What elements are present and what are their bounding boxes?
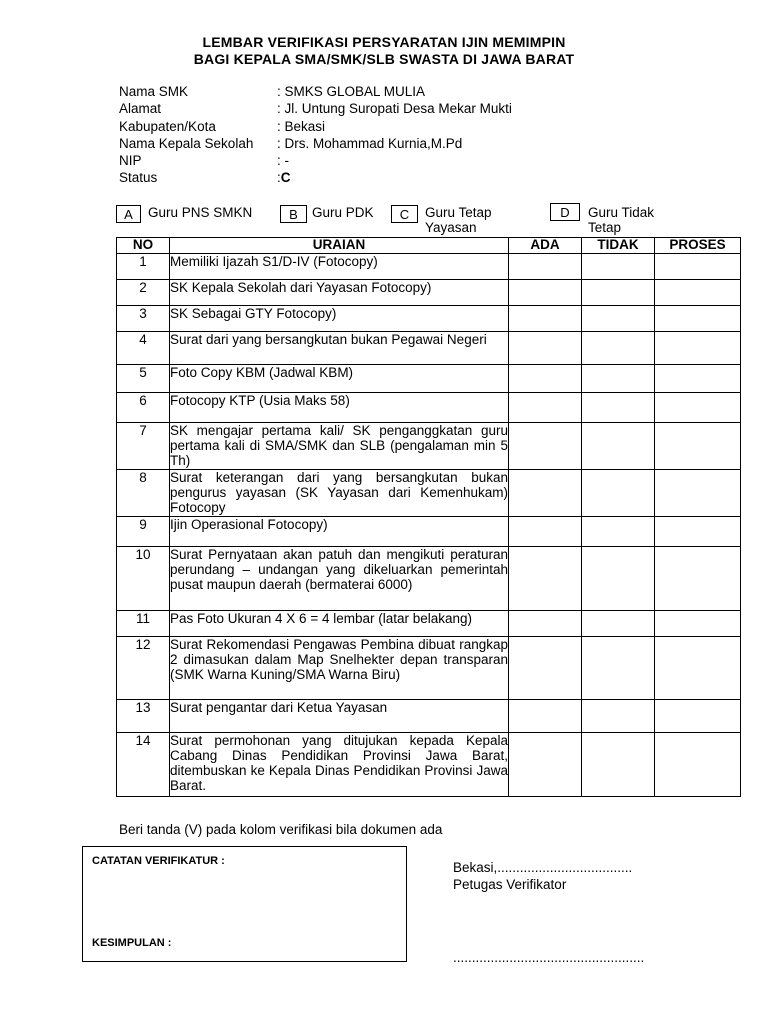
tidak-cell[interactable] [582, 611, 655, 637]
option-d-label: Guru Tidak Tetap [588, 205, 655, 235]
row-description: SK Kepala Sekolah dari Yayasan Fotocopy) [170, 280, 509, 306]
row-description: Surat dari yang bersangkutan bukan Pegawai Negeri [170, 332, 509, 365]
ada-cell[interactable] [509, 611, 582, 637]
table-row [117, 611, 741, 637]
proses-cell[interactable] [655, 733, 741, 797]
row-number: 5 [117, 365, 170, 393]
proses-cell[interactable] [655, 332, 741, 365]
row-number: 1 [117, 254, 170, 280]
info-row-alamat [119, 100, 512, 117]
table-row [117, 700, 741, 733]
info-value: : Bekasi [277, 118, 326, 134]
proses-cell[interactable] [655, 393, 741, 423]
tidak-cell[interactable] [582, 470, 655, 517]
row-number: 10 [117, 547, 170, 611]
table-row [117, 470, 741, 517]
tidak-cell[interactable] [582, 254, 655, 280]
row-number: 7 [117, 423, 170, 470]
proses-cell[interactable] [655, 423, 741, 470]
ada-cell[interactable] [509, 733, 582, 797]
info-value-prefix: : [277, 170, 281, 186]
header-tidak: TIDAK [582, 238, 655, 254]
ada-cell[interactable] [509, 470, 582, 517]
ada-cell[interactable] [509, 393, 582, 423]
tidak-cell[interactable] [582, 393, 655, 423]
row-description: Surat pengantar dari Ketua Yayasan [170, 700, 509, 733]
signature-line: ................................................... [453, 950, 645, 965]
table-row [117, 280, 741, 306]
ada-cell[interactable] [509, 637, 582, 700]
proses-cell[interactable] [655, 470, 741, 517]
row-description: Surat keterangan dari yang bersangkutan bukan pengurus yayasan (SK Yayasan dari Kemenhukam) Fotocopy [170, 470, 508, 515]
tidak-cell[interactable] [582, 733, 655, 797]
row-description: Memiliki Ijazah S1/D-IV (Fotocopy) [170, 254, 509, 280]
ada-cell[interactable] [509, 700, 582, 733]
ada-cell[interactable] [509, 365, 582, 393]
row-description: Pas Foto Ukuran 4 X 6 = 4 lembar (latar belakang) [170, 611, 509, 637]
option-d-box[interactable]: D [550, 203, 580, 221]
row-number: 2 [117, 280, 170, 306]
proses-cell[interactable] [655, 637, 741, 700]
tidak-cell[interactable] [582, 547, 655, 611]
tidak-cell[interactable] [582, 637, 655, 700]
info-row-kabupaten [119, 118, 512, 135]
ada-cell[interactable] [509, 280, 582, 306]
catatan-label: CATATAN VERIFIKATUR : [92, 855, 225, 867]
option-b-box[interactable]: B [280, 205, 307, 223]
header-ada: ADA [509, 238, 582, 254]
document-title-line2: BAGI KEPALA SMA/SMK/SLB SWASTA DI JAWA BARAT [193, 51, 575, 67]
place-date: Bekasi,.................................... [453, 860, 633, 875]
option-c-label: Guru Tetap Yayasan [425, 205, 492, 235]
row-description: Surat Rekomendasi Pengawas Pembina dibuat rangkap 2 dimasukan dalam Map Snelhekter depan transparan (SMK Warna Kuning/SMA Warna Biru) [170, 637, 509, 700]
table-row [117, 547, 741, 611]
info-label: Status [119, 170, 158, 186]
header-uraian: URAIAN [170, 238, 509, 254]
row-number: 8 [117, 470, 170, 517]
row-number: 3 [117, 306, 170, 332]
table-row [117, 733, 741, 797]
proses-cell[interactable] [655, 280, 741, 306]
kesimpulan-label: KESIMPULAN : [92, 937, 172, 949]
table-header-row [117, 238, 741, 254]
table-row [117, 254, 741, 280]
tidak-cell[interactable] [582, 700, 655, 733]
option-b-label: Guru PDK [312, 205, 374, 220]
row-number: 11 [117, 611, 170, 637]
tidak-cell[interactable] [582, 306, 655, 332]
info-label: Alamat [119, 101, 162, 117]
info-row-nama-smk [119, 83, 512, 100]
info-row-kepala-sekolah [119, 135, 512, 152]
row-number: 9 [117, 517, 170, 547]
tidak-cell[interactable] [582, 280, 655, 306]
row-description: Foto Copy KBM (Jadwal KBM) [170, 365, 509, 393]
proses-cell[interactable] [655, 365, 741, 393]
tidak-cell[interactable] [582, 517, 655, 547]
info-label: NIP [119, 153, 142, 169]
info-label: Kabupaten/Kota [119, 118, 216, 134]
table-row [117, 365, 741, 393]
option-a-label: Guru PNS SMKN [148, 205, 253, 220]
school-info [119, 83, 512, 187]
row-description: Ijin Operasional Fotocopy) [170, 517, 509, 547]
info-row-status [119, 169, 512, 186]
ada-cell[interactable] [509, 547, 582, 611]
table-row [117, 517, 741, 547]
proses-cell[interactable] [655, 517, 741, 547]
row-description: SK mengajar pertama kali/ SK penganggkatan guru pertama kali di SMA/SMK dan SLB (pengalaman min 5 Th) [170, 423, 508, 468]
ada-cell[interactable] [509, 254, 582, 280]
table-row [117, 332, 741, 365]
table-row [117, 637, 741, 700]
tidak-cell[interactable] [582, 423, 655, 470]
status-value: C [280, 170, 291, 186]
option-c-box[interactable]: C [391, 205, 418, 223]
document-title-line1: LEMBAR VERIFIKASI PERSYARATAN IJIN MEMIMPIN [202, 34, 566, 50]
row-description: Fotocopy KTP (Usia Maks 58) [170, 393, 509, 423]
ada-cell[interactable] [509, 517, 582, 547]
table-row [117, 423, 741, 470]
row-number: 4 [117, 332, 170, 365]
proses-cell[interactable] [655, 611, 741, 637]
option-a-box[interactable]: A [116, 205, 141, 223]
info-value: : SMKS GLOBAL MULIA [277, 84, 426, 99]
table-row [117, 393, 741, 423]
row-description: Surat Pernyataan akan patuh dan mengikuti peraturan perundang – undangan yang dikeluarkan pemerintah pusat maupun daerah (bermaterai 6000) [170, 547, 509, 611]
proses-cell[interactable] [655, 306, 741, 332]
ada-cell[interactable] [509, 332, 582, 365]
header-no: NO [117, 238, 170, 254]
info-label: Nama Kepala Sekolah [119, 135, 254, 151]
tidak-cell[interactable] [582, 332, 655, 365]
row-number: 14 [117, 733, 170, 797]
row-number: 12 [117, 637, 170, 700]
proses-cell[interactable] [655, 547, 741, 611]
info-label: Nama SMK [119, 84, 189, 99]
proses-cell[interactable] [655, 254, 741, 280]
row-description: Surat permohonan yang ditujukan kepada Kepala Cabang Dinas Pendidikan Provinsi Jawa Barat, ditembuskan ke Kepala Dinas Pendidikan Provinsi Jawa Barat. [170, 733, 509, 797]
catatan-verifikatur-box[interactable] [82, 846, 407, 962]
ada-cell[interactable] [509, 423, 582, 470]
tidak-cell[interactable] [582, 365, 655, 393]
proses-cell[interactable] [655, 700, 741, 733]
instruction-note: Beri tanda (V) pada kolom verifikasi bila dokumen ada [119, 822, 443, 837]
row-number: 13 [117, 700, 170, 733]
header-proses: PROSES [655, 238, 741, 254]
row-number: 6 [117, 393, 170, 423]
info-value: : Jl. Untung Suropati Desa Mekar Mukti [277, 101, 512, 117]
table-row [117, 306, 741, 332]
info-value: : Drs. Mohammad Kurnia,M.Pd [277, 135, 463, 151]
verification-table [116, 237, 741, 797]
info-value: : - [277, 153, 289, 169]
row-description: SK Sebagai GTY Fotocopy) [170, 306, 509, 332]
verifier-role: Petugas Verifikator [453, 877, 567, 892]
ada-cell[interactable] [509, 306, 582, 332]
info-row-nip [119, 152, 512, 169]
